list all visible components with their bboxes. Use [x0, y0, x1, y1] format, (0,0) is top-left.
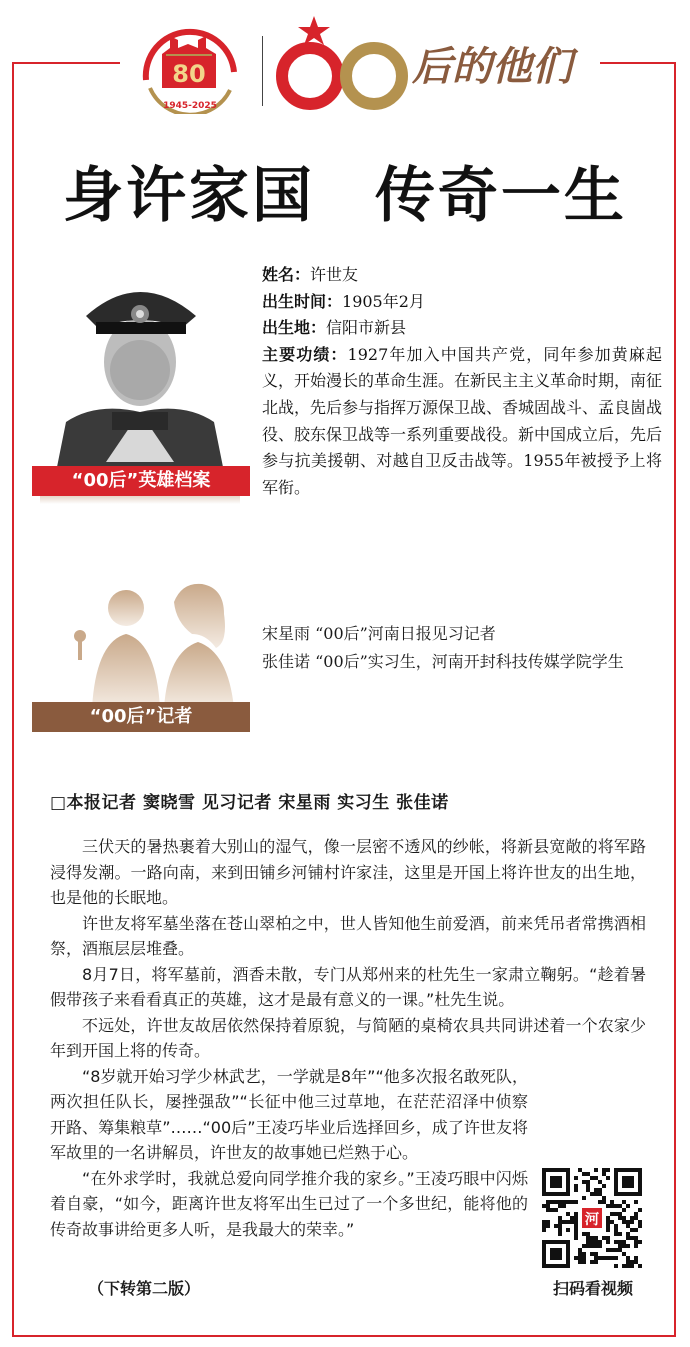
birthplace-value: 信阳市新县: [326, 318, 407, 338]
birth-label: 出生时间：: [262, 291, 343, 311]
reporter-line-1: 宋星雨 “00后”河南日报见习记者: [262, 624, 496, 643]
reporter-silhouettes: [56, 578, 246, 708]
merits-label: 主要功绩：: [262, 344, 348, 364]
anniversary-80-badge-logo: [138, 18, 242, 114]
brand-text: 后的他们: [412, 43, 572, 90]
hero-portrait-photo: [56, 262, 224, 472]
video-qr-code[interactable]: [542, 1168, 642, 1268]
hero-profile: [262, 262, 662, 501]
article-paragraph-5: “8岁就开始习学少林武艺，一学就是8年”“他多次报名敢死队，两次担任队长，屡挫强敌”“长征中他三过草地，在茫茫沼泽中侦察开路、筹集粮草”……“00后”王凌巧毕业后选择回乡，成了许世友将军故里的一名讲解员，许世友的故事她已烂熟于心。: [50, 1066, 528, 1162]
article-paragraph-4: 不远处，许世友故居依然保持着原貌，与简陋的桌椅农具共同讲述着一个农家少年到开国上将的传奇。: [50, 1015, 646, 1060]
badge-number: 80: [172, 60, 206, 88]
name-label: 姓名：: [262, 265, 311, 284]
headline-left: 身许家国: [63, 161, 316, 231]
continued-notice: （下转第二版）: [88, 1279, 201, 1298]
series-brand-logo: [272, 14, 592, 122]
headline-right: 传奇一生: [374, 161, 627, 231]
name-value: 许世友: [310, 265, 359, 284]
page-headline: [0, 148, 690, 234]
qr-caption: 扫码看视频: [552, 1279, 633, 1298]
byline: □本报记者 窦晓雪 见习记者 宋星雨 实习生 张佳诺: [50, 793, 449, 813]
logo-separator: [262, 36, 263, 106]
star-icon: [298, 16, 330, 45]
reporter-tag: “00后”记者: [32, 702, 250, 732]
article-paragraph-1: 三伏天的暑热裹着大别山的湿气，像一层密不透风的纱帐，将新县宽敞的将军路浸得发潮。一路向南，来到田铺乡河铺村许家洼，这里是开国上将许世友的出生地，也是他的长眠地。: [50, 837, 646, 907]
reporter-line-2: 张佳诺 “00后”实习生，河南开封科技传媒学院学生: [262, 652, 624, 671]
merits-value: 1927年加入中国共产党，同年参加黄麻起义，开始漫长的革命生涯。在新民主主义革命时期，南征北战，先后参与指挥万源保卫战、香城固战斗、孟良崮战役、胶东保卫战等一系列重要战役。新中国成立后，先后参与抗美援朝、对越自卫反击战等。1955年被授予上将军衔。: [262, 344, 663, 497]
birth-value: 1905年2月: [342, 291, 425, 311]
badge-years: 1945-2025: [163, 101, 217, 111]
brand-digits: 00: [298, 82, 300, 83]
qr-center-glyph: 河: [584, 1212, 600, 1228]
article-paragraph-2: 许世友将军墓坐落在苍山翠柏之中，世人皆知他生前爱酒，前来凭吊者常携酒相祭，酒瓶层层堆叠。: [50, 913, 646, 958]
reporter-credits: [262, 620, 662, 676]
birthplace-label: 出生地：: [262, 318, 327, 338]
article-paragraph-3: 8月7日，将军墓前，酒香未散，专门从郑州来的杜先生一家肃立鞠躬。“趁着暑假带孩子来看看真正的英雄，这才是最有意义的一课。”杜先生说。: [50, 964, 646, 1009]
hero-profile-tag: “00后”英雄档案: [32, 466, 250, 496]
article-paragraph-6: “在外求学时，我就总爱向同学推介我的家乡。”王凌巧眼中闪烁着自豪，“如今，距离许世友将军出生已过了一个多世纪，能将他的传奇故事讲给更多人听，是我最大的荣幸。”: [50, 1168, 528, 1239]
tag-shadow: [40, 496, 240, 504]
